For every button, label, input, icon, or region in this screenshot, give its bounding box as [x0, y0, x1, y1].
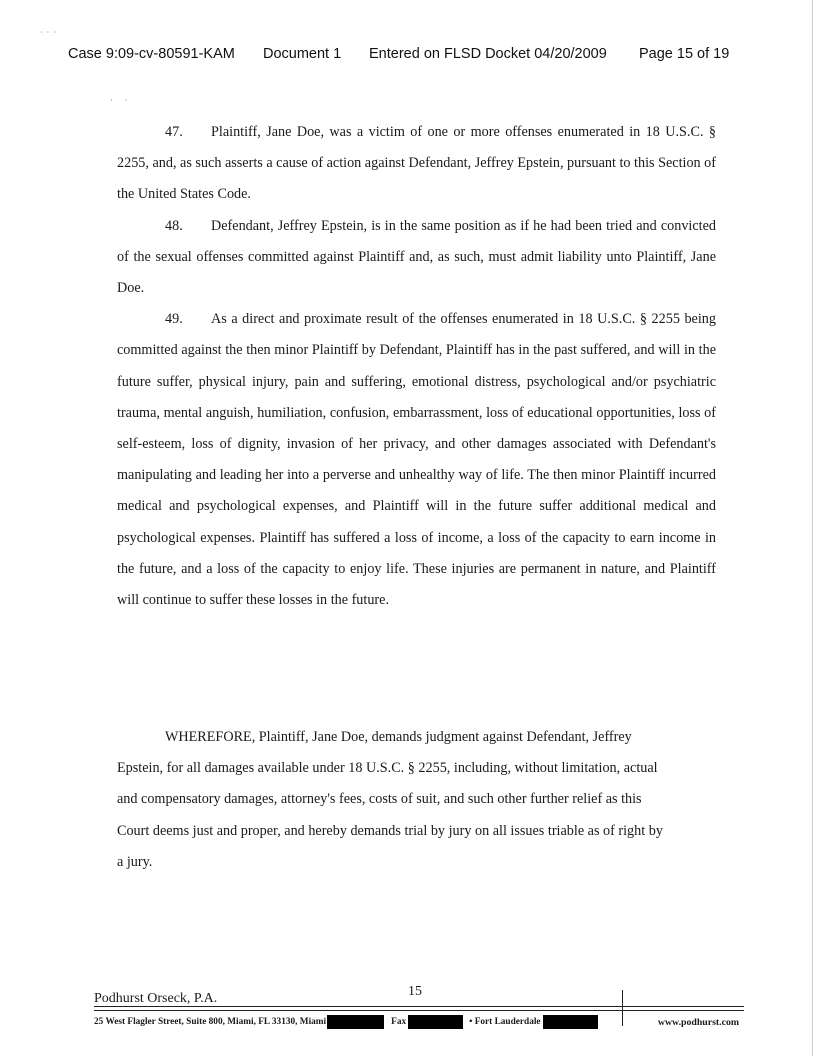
scan-speck: · · · [40, 28, 56, 37]
footer-rule [94, 1006, 744, 1007]
wherefore-line: WHEREFORE, Plaintiff, Jane Doe, demands judgment against Defendant, Jeffrey [165, 729, 632, 745]
paragraph-49 [117, 304, 716, 616]
document-number: Document 1 [263, 46, 342, 62]
paragraph-number: 49. [165, 311, 183, 328]
paragraph-48 [117, 211, 716, 305]
scan-speck: · · [110, 96, 128, 105]
firm-address: 25 West Flagler Street, Suite 800, Miami, FL 33130, Miami [94, 1017, 327, 1027]
redaction-block [408, 1015, 463, 1029]
wherefore-clause [117, 722, 717, 878]
redaction-block [327, 1015, 384, 1029]
firm-website: www.podhurst.com [657, 1016, 739, 1028]
wherefore-line: Epstein, for all damages available under 18 U.S.C. § 2255, including, without limitation, actual [117, 760, 658, 777]
docket-entry-date: Entered on FLSD Docket 04/20/2009 [369, 46, 607, 62]
paragraph-number: 48. [165, 217, 183, 234]
case-number: Case 9:09-cv-80591-KAM [68, 46, 235, 62]
page-count: Page 15 of 19 [639, 46, 730, 62]
wherefore-line: a jury. [117, 853, 153, 870]
footer-rule [94, 1010, 744, 1011]
redaction-block [543, 1015, 598, 1029]
page-number: 15 [408, 984, 422, 999]
paragraph-47 [117, 117, 716, 211]
fax-label: Fax [391, 1017, 407, 1027]
paragraph-number: 47. [165, 124, 183, 140]
scan-edge-line [812, 0, 813, 1056]
fort-lauderdale-label: • Fort Lauderdale [469, 1017, 541, 1027]
firm-name: Podhurst Orseck, P.A. [94, 991, 218, 1006]
paragraph-text: Defendant, Jeffrey Epstein, is in the same position as if he had been tried and convicted of the sexual offenses committed against Plaintiff and, as such, must admit liability unto Plaintiff, Jane Doe. [117, 217, 716, 297]
wherefore-line: and compensatory damages, attorney's fees, costs of suit, and such other further relief as this [117, 791, 642, 808]
paragraph-text: Plaintiff, Jane Doe, was a victim of one or more offenses enumerated in 18 U.S.C. § 2255, and, as such asserts a cause of action against Defendant, Jeffrey Epstein, pursuant to this Section of the United States Code. [117, 124, 716, 203]
paragraph-text: As a direct and proximate result of the offenses enumerated in 18 U.S.C. § 2255 being committed against the then minor Plaintiff by Defendant, Plaintiff has in the past suffered, and will in the future suffer, physical injury, pain and suffering, emotional distress, psychological and/or psychiatric trauma, mental anguish, humiliation, confusion, embarrassment, loss of educational opportunities, loss of self-esteem, loss of dignity, invasion of her privacy, and other damages associated with Defendant's manipulating and leading her into a perverse and unhealthy way of life. The then minor Plaintiff incurred medical and psychological expenses, and Plaintiff will in the future suffer additional medical and psychological expenses. Plaintiff has suffered a loss of income, a loss of the capacity to earn income in the future, and a loss of the capacity to enjoy life. These injuries are permanent in nature, and Plaintiff will continue to suffer these losses in the future. [117, 311, 716, 609]
letterhead-footer [94, 1014, 744, 1030]
complaint-body [117, 117, 716, 616]
ecf-header [68, 46, 748, 62]
wherefore-line: Court deems just and proper, and hereby demands trial by jury on all issues triable as of right by [117, 822, 663, 839]
